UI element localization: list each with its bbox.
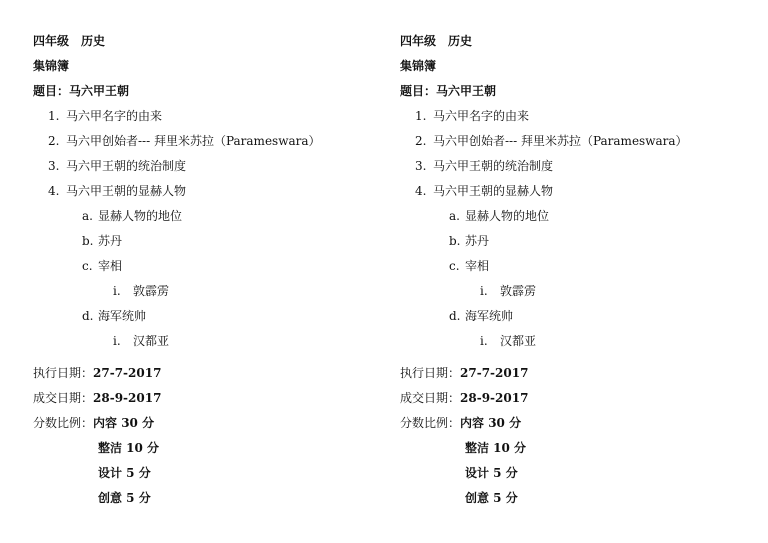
- list-text: 马六甲王朝的统治制度: [433, 159, 554, 173]
- score-line: [400, 415, 521, 431]
- sub-list-item: [449, 208, 549, 224]
- sub-list-text: 海军统帅: [98, 309, 147, 323]
- sub-list-text: 显赫人物的地位: [98, 209, 183, 223]
- submit-date-value: 28-9-2017: [460, 391, 529, 405]
- sub-sub-list-numeral: i.: [480, 284, 488, 298]
- list-number: 4.: [48, 184, 60, 198]
- sub-sub-list-item: [480, 333, 536, 349]
- score-label: 分数比例：: [400, 416, 461, 430]
- topic-line: [33, 83, 129, 99]
- sub-list-item: [82, 308, 146, 324]
- exec-date-value: 27-7-2017: [460, 366, 529, 380]
- sub-list-letter: d.: [82, 309, 94, 323]
- sub-list-text: 苏丹: [98, 234, 123, 248]
- topic-line: [400, 83, 496, 99]
- list-item: [48, 133, 321, 149]
- list-text: 马六甲创始者--- 拜里米苏拉（Parameswara）: [66, 134, 321, 148]
- score-item: 整洁 10 分: [465, 441, 527, 455]
- sub-sub-list-text: 汉都亚: [500, 334, 537, 348]
- sub-list-item: [449, 233, 489, 249]
- sub-sub-list-numeral: i.: [113, 284, 121, 298]
- sub-sub-list-text: 敦霹雳: [500, 284, 537, 298]
- list-text: 马六甲王朝的显赫人物: [66, 184, 187, 198]
- list-number: 1.: [48, 109, 60, 123]
- sub-list-text: 显赫人物的地位: [465, 209, 550, 223]
- list-item: [48, 183, 186, 199]
- list-number: 4.: [415, 184, 427, 198]
- exec-date-line: [400, 365, 528, 381]
- sub-list-item: [449, 308, 513, 324]
- score-item: 设计 5 分: [465, 466, 518, 480]
- sub-list-text: 宰相: [465, 259, 490, 273]
- sub-list-text: 海军统帅: [465, 309, 514, 323]
- doc-type: 集锦簿: [400, 59, 437, 73]
- sub-list-text: 苏丹: [465, 234, 490, 248]
- list-item: [415, 108, 529, 124]
- score-item: 创意 5 分: [98, 491, 151, 505]
- list-text: 马六甲名字的由来: [433, 109, 530, 123]
- sub-list-text: 宰相: [98, 259, 123, 273]
- list-number: 2.: [415, 134, 427, 148]
- score-item: 创意 5 分: [465, 491, 518, 505]
- sub-sub-list-numeral: i.: [480, 334, 488, 348]
- submit-date-value: 28-9-2017: [93, 391, 162, 405]
- sub-list-letter: b.: [82, 234, 94, 248]
- grade-subject: 四年级 历史: [33, 34, 106, 48]
- score-item: 整洁 10 分: [98, 441, 160, 455]
- sub-list-letter: d.: [449, 309, 461, 323]
- list-number: 2.: [48, 134, 60, 148]
- sub-list-item: [82, 258, 122, 274]
- submit-date-line: [33, 390, 161, 406]
- topic-label: 题目：: [400, 84, 437, 98]
- topic-value: 马六甲王朝: [436, 84, 497, 98]
- exec-date-label: 执行日期：: [33, 366, 94, 380]
- score-line: [33, 415, 154, 431]
- sub-list-item: [82, 233, 122, 249]
- sub-sub-list-item: [480, 283, 536, 299]
- sub-sub-list-text: 汉都亚: [133, 334, 170, 348]
- list-item: [48, 108, 162, 124]
- submit-date-label: 成交日期：: [33, 391, 94, 405]
- sub-list-letter: c.: [82, 259, 93, 273]
- doc-type: 集锦簿: [33, 59, 70, 73]
- topic-value: 马六甲王朝: [69, 84, 130, 98]
- list-text: 马六甲创始者--- 拜里米苏拉（Parameswara）: [433, 134, 688, 148]
- topic-label: 题目：: [33, 84, 70, 98]
- sub-list-letter: a.: [82, 209, 93, 223]
- list-text: 马六甲王朝的统治制度: [66, 159, 187, 173]
- exec-date-label: 执行日期：: [400, 366, 461, 380]
- list-item: [48, 158, 186, 174]
- list-number: 1.: [415, 109, 427, 123]
- list-item: [415, 158, 553, 174]
- grade-subject: 四年级 历史: [400, 34, 473, 48]
- submit-date-line: [400, 390, 528, 406]
- document-column-right: [400, 0, 760, 543]
- sub-list-letter: a.: [449, 209, 460, 223]
- sub-list-item: [82, 208, 182, 224]
- exec-date-line: [33, 365, 161, 381]
- submit-date-label: 成交日期：: [400, 391, 461, 405]
- list-number: 3.: [48, 159, 60, 173]
- document-column-left: [33, 0, 393, 543]
- sub-sub-list-text: 敦霹雳: [133, 284, 170, 298]
- list-number: 3.: [415, 159, 427, 173]
- score-item: 内容 30 分: [93, 416, 155, 430]
- sub-list-item: [449, 258, 489, 274]
- list-text: 马六甲名字的由来: [66, 109, 163, 123]
- sub-list-letter: c.: [449, 259, 460, 273]
- list-text: 马六甲王朝的显赫人物: [433, 184, 554, 198]
- sub-sub-list-item: [113, 283, 169, 299]
- sub-list-letter: b.: [449, 234, 461, 248]
- score-item: 设计 5 分: [98, 466, 151, 480]
- score-item: 内容 30 分: [460, 416, 522, 430]
- list-item: [415, 183, 553, 199]
- score-label: 分数比例：: [33, 416, 94, 430]
- exec-date-value: 27-7-2017: [93, 366, 162, 380]
- sub-sub-list-numeral: i.: [113, 334, 121, 348]
- sub-sub-list-item: [113, 333, 169, 349]
- list-item: [415, 133, 688, 149]
